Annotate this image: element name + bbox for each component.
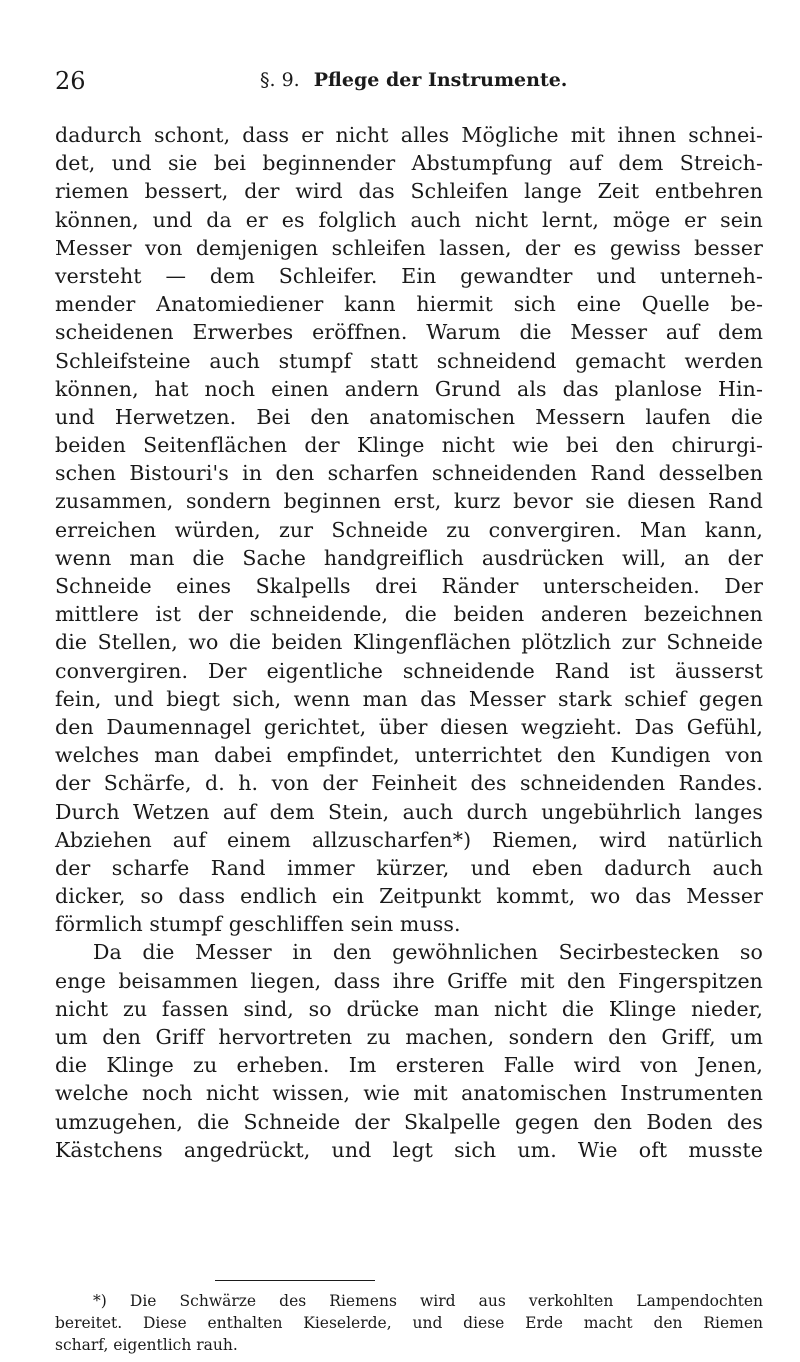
text-line: der Schärfe, d. h. von der Feinheit des schneidenden Randes. xyxy=(55,771,763,796)
footnote-divider xyxy=(215,1280,375,1281)
text-line: Kästchens angedrückt, und legt sich um. Wie oft musste xyxy=(55,1137,763,1162)
text-line: dadurch schont, dass er nicht alles Mögliche mit ihnen schnei- xyxy=(55,123,763,147)
text-line: können, hat noch einen andern Grund als das planlose Hin- xyxy=(55,376,763,401)
page-number: 26 xyxy=(55,67,86,95)
text-line: Schneide eines Skalpells drei Ränder unterscheiden. Der xyxy=(55,574,763,598)
text-line: fein, und biegt sich, wenn man das Messer stark schief gegen xyxy=(55,686,763,711)
text-line: wenn man die Sache handgreiflich ausdrücken will, an der xyxy=(55,545,763,570)
running-title xyxy=(260,69,567,91)
text-line: zusammen, sondern beginnen erst, kurz bevor sie diesen Rand xyxy=(55,489,763,514)
text-line: versteht — dem Schleifer. Ein gewandter und unterneh- xyxy=(55,263,763,288)
text-line: können, und da er es folglich auch nicht lernt, möge er sein xyxy=(55,207,763,232)
section-title: Pflege der Instrumente. xyxy=(313,69,568,91)
text-line: Messer von demjenigen schleifen lassen, der es gewiss besser xyxy=(55,235,763,260)
text-line: convergiren. Der eigentliche schneidende Rand ist äusserst xyxy=(55,658,763,683)
body-text xyxy=(55,121,763,1164)
text-line: Da die Messer in den gewöhnlichen Secirbestecken so xyxy=(93,940,763,965)
text-line: dicker, so dass endlich ein Zeitpunkt kommt, wo das Messer xyxy=(55,884,763,909)
text-line: Abziehen auf einem allzuscharfen*) Riemen, wird natürlich xyxy=(55,827,763,852)
text-line: scheidenen Erwerbes eröffnen. Warum die Messer auf dem xyxy=(55,320,763,345)
text-line: der scharfe Rand immer kürzer, und eben dadurch auch xyxy=(55,855,763,880)
text-line: welche noch nicht wissen, wie mit anatomischen Instrumenten xyxy=(55,1081,763,1106)
text-line: um den Griff hervortreten zu machen, sondern den Griff, um xyxy=(55,1025,763,1049)
text-line: mittlere ist der schneidende, die beiden anderen bezeichnen xyxy=(55,602,763,627)
text-line: det, und sie bei beginnender Abstumpfung auf dem Streich- xyxy=(55,151,763,176)
footnote-line: scharf, eigentlich rauh. xyxy=(55,1336,238,1354)
section-number: §. 9. xyxy=(260,69,300,91)
text-line: Schleifsteine auch stumpf statt schneidend gemacht werden xyxy=(55,348,763,373)
text-line: die Stellen, wo die beiden Klingenflächen plötzlich zur Schneide xyxy=(55,630,763,655)
text-line: enge beisammen liegen, dass ihre Griffe mit den Fingerspitzen xyxy=(55,968,763,993)
text-line: riemen bessert, der wird das Schleifen lange Zeit entbehren xyxy=(55,179,763,204)
text-line: welches man dabei empfindet, unterrichtet den Kundigen von xyxy=(55,743,763,768)
text-line: umzugehen, die Schneide der Skalpelle gegen den Boden des xyxy=(55,1109,763,1134)
text-line: den Daumennagel gerichtet, über diesen wegzieht. Das Gefühl, xyxy=(55,714,763,739)
text-line: nicht zu fassen sind, so drücke man nicht die Klinge nieder, xyxy=(55,996,763,1021)
text-line: schen Bistouri's in den scharfen schneidenden Rand desselben xyxy=(55,461,763,486)
page-header xyxy=(55,67,760,99)
text-line: und Herwetzen. Bei den anatomischen Messern laufen die xyxy=(55,404,763,429)
footnote-line: *) Die Schwärze des Riemens wird aus verkohlten Lampendochten xyxy=(93,1292,763,1310)
text-line: beiden Seitenflächen der Klinge nicht wie bei den chirurgi- xyxy=(55,433,763,458)
text-line: erreichen würden, zur Schneide zu convergiren. Man kann, xyxy=(55,517,763,542)
footnote-line: bereitet. Diese enthalten Kieselerde, und diese Erde macht den Riemen xyxy=(55,1314,763,1332)
text-line: die Klinge zu erheben. Im ersteren Falle wird von Jenen, xyxy=(55,1053,763,1078)
text-line: mender Anatomiediener kann hiermit sich eine Quelle be- xyxy=(55,292,763,317)
text-line: Durch Wetzen auf dem Stein, auch durch ungebührlich langes xyxy=(55,799,763,824)
text-line: förmlich stumpf geschliffen sein muss. xyxy=(55,912,461,937)
footnote xyxy=(55,1290,763,1356)
